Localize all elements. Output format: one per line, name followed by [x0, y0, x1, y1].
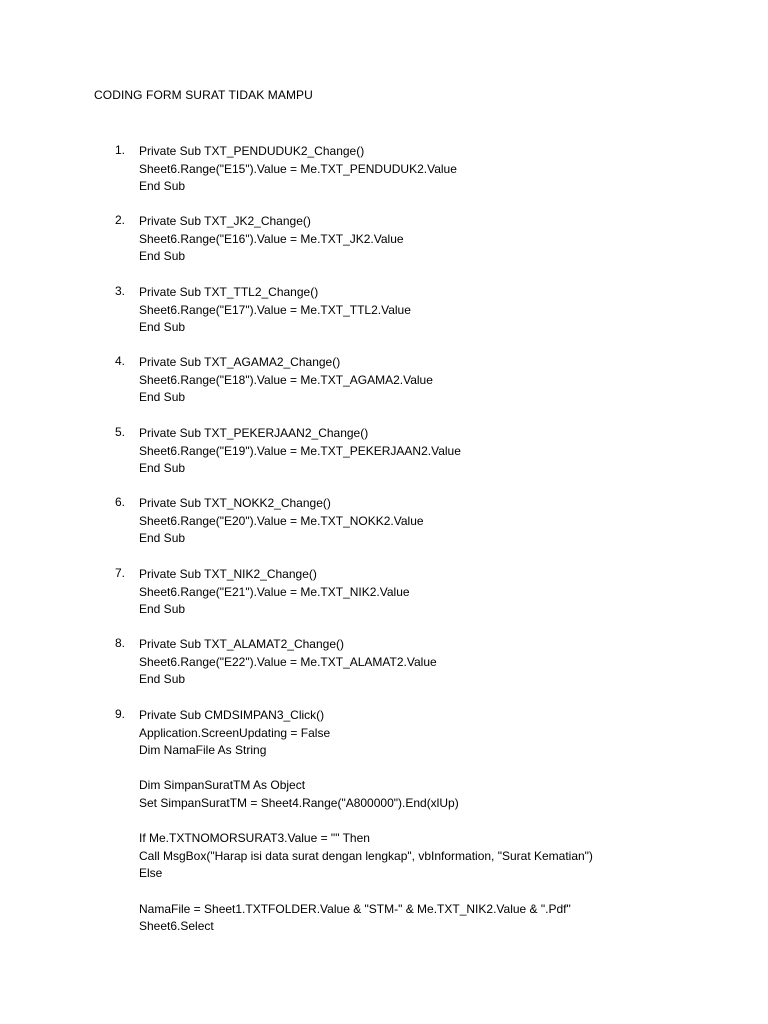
document-title: CODING FORM SURAT TIDAK MAMPU	[94, 88, 313, 102]
code-line: If Me.TXTNOMORSURAT3.Value = "" Then	[139, 831, 370, 846]
code-line: Dim NamaFile As String	[139, 743, 267, 758]
code-line: End Sub	[139, 461, 186, 476]
list-item-number: 2.	[115, 213, 126, 227]
code-line: Sheet6.Select	[139, 919, 214, 934]
code-block	[139, 143, 739, 196]
code-line: Set SimpanSuratTM = Sheet4.Range("A800000").End(xlUp)	[139, 795, 459, 810]
code-line: End Sub	[139, 531, 186, 546]
code-line: End Sub	[139, 390, 186, 405]
code-line: End Sub	[139, 249, 186, 264]
code-block	[139, 425, 739, 478]
code-line: Private Sub TXT_ALAMAT2_Change()	[139, 637, 344, 651]
list-item-number: 5.	[115, 425, 126, 439]
code-line: End Sub	[139, 672, 186, 687]
list-item-number: 3.	[115, 284, 126, 298]
code-line: Sheet6.Range("E19").Value = Me.TXT_PEKERJAAN2.Value	[139, 443, 461, 458]
blank-line	[139, 813, 739, 831]
list-item-number: 4.	[115, 354, 126, 368]
code-line: End Sub	[139, 179, 186, 194]
code-line: Private Sub TXT_PEKERJAAN2_Change()	[139, 426, 369, 440]
code-block	[139, 636, 739, 689]
code-line: Sheet6.Range("E20").Value = Me.TXT_NOKK2.Value	[139, 513, 424, 528]
code-line: Dim SimpanSuratTM As Object	[139, 778, 306, 793]
code-line: Private Sub TXT_NIK2_Change()	[139, 567, 317, 581]
code-line: Sheet6.Range("E18").Value = Me.TXT_AGAMA2.Value	[139, 372, 433, 387]
code-block	[139, 213, 739, 266]
code-line: Private Sub TXT_PENDUDUK2_Change()	[139, 144, 365, 158]
code-line: End Sub	[139, 602, 186, 617]
code-line: Private Sub TXT_JK2_Change()	[139, 214, 311, 228]
code-line: Private Sub TXT_TTL2_Change()	[139, 285, 319, 299]
code-line: End Sub	[139, 320, 186, 335]
code-line: Private Sub CMDSIMPAN3_Click()	[139, 708, 325, 722]
code-line: NamaFile = Sheet1.TXTFOLDER.Value & "STM-" & Me.TXT_NIK2.Value & ".Pdf"	[139, 901, 571, 916]
code-line: Private Sub TXT_AGAMA2_Change()	[139, 355, 341, 369]
list-item-number: 1.	[115, 143, 126, 157]
code-line: Sheet6.Range("E22").Value = Me.TXT_ALAMAT2.Value	[139, 654, 437, 669]
blank-line	[139, 760, 739, 778]
code-line: Call MsgBox("Harap isi data surat dengan lengkap", vbInformation, "Surat Kematian")	[139, 848, 593, 863]
list-item-number: 7.	[115, 566, 126, 580]
list-item-number: 8.	[115, 636, 126, 650]
list-item-number: 9.	[115, 707, 126, 721]
code-block	[139, 566, 739, 619]
code-block	[139, 707, 739, 936]
code-block	[139, 354, 739, 407]
blank-line	[139, 883, 739, 901]
code-line: Else	[139, 866, 163, 881]
code-line: Application.ScreenUpdating = False	[139, 725, 331, 740]
code-block	[139, 284, 739, 337]
code-line: Sheet6.Range("E21").Value = Me.TXT_NIK2.Value	[139, 584, 410, 599]
code-line: Sheet6.Range("E17").Value = Me.TXT_TTL2.Value	[139, 302, 411, 317]
code-line: Private Sub TXT_NOKK2_Change()	[139, 496, 331, 510]
code-line: Sheet6.Range("E16").Value = Me.TXT_JK2.Value	[139, 231, 404, 246]
code-line: Sheet6.Range("E15").Value = Me.TXT_PENDUDUK2.Value	[139, 161, 457, 176]
list-item-number: 6.	[115, 495, 126, 509]
code-block	[139, 495, 739, 548]
